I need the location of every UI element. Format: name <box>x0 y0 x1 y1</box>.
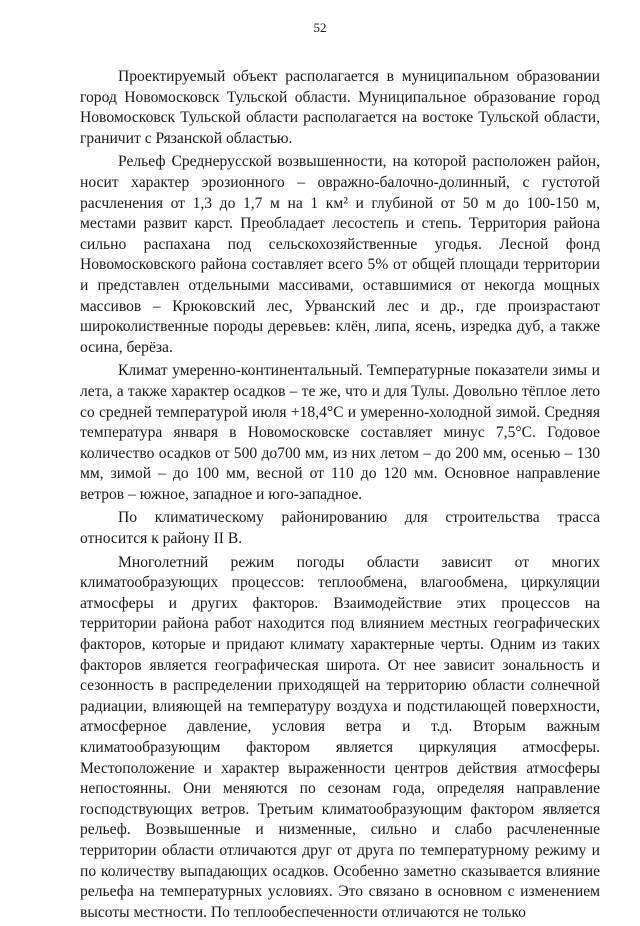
paragraph-relief: Рельеф Среднерусской возвышенности, на которой расположен район, носит характер эрозионного – овражно-балочно-долинный, с густотой расчленения от 1,3 до 1,7 м на 1 км² и глубиной от 50 м до 100-150 м, местами развит карст. Преобладает лесостепь и степь. Территория района сильно распахана под сельскохозяйственные угодья. Лесной фонд Новомосковского района составляет всего 5% от общей площади территории и представлен отдельными массивами, оставшимися от некогда мощных массивов – Крюковский лес, Урванский лес и др., где произрастают широколиственные породы деревьев: клён, липа, ясень, изредка дуб, а также осина, берёза. <box>80 153 600 356</box>
paragraph-climate: Климат умеренно-континентальный. Температурные показатели зимы и лета, а также характер осадков – те же, что и для Тулы. Довольно тёплое лето со средней температурой июля +18,4°С и умеренно-холодной зимой. Средняя температура января в Новомосковске составляет минус 7,5°С. Годовое количество осадков от 500 до700 мм, из них летом – до 200 мм, осенью – 130 мм, зимой – до 100 мм, весной от 110 до 120 мм. Основное направление ветров – южное, западное и юго-западное. <box>80 362 600 503</box>
paragraph-location: Проектируемый объект располагается в муниципальном образовании город Новомосковск Тульской области. Муниципальное образование город Новомосковск Тульской области располагается на востоке Тульской области, граничит с Рязанской областью. <box>80 68 600 147</box>
text-body <box>80 67 600 926</box>
paragraph-weather-factors: Многолетний режим погоды области зависит от многих климатообразующих процессов: теплообмена, влагообмена, циркуляции атмосферы и других факторов. Взаимодействие этих процессов на территории района работ находится под влиянием местных географических факторов, которые и придают климату характерные черты. Одним из таких факторов является географическая широта. От нее зависит зональность и сезонность в распределении приходящей на территорию области солнечной радиации, влияющей на температуру воздуха и подстилающей поверхности, атмосферное давление, условия ветра и т.д. Вторым важным климатообразующим фактором является циркуляция атмосферы. Местоположение и характер выраженности центров действия атмосферы непостоянны. Они меняются по сезонам года, определяя направление господствующих ветров. Третьим климатообразующим фактором является рельеф. Возвышенные и низменные, сильно и слабо расчлененные территории области отличаются друг от друга по температурному режиму и по количеству выпадающих осадков. Особенно заметно сказывается влияние рельефа на температурных условиях. Это связано в основном с изменением высоты местности. По теплообеспеченности отличаются не только <box>80 553 600 921</box>
page-number: 52 <box>313 20 327 35</box>
paragraph-climate-zone: По климатическому районированию для строительства трасса относится к району II В. <box>80 509 600 548</box>
